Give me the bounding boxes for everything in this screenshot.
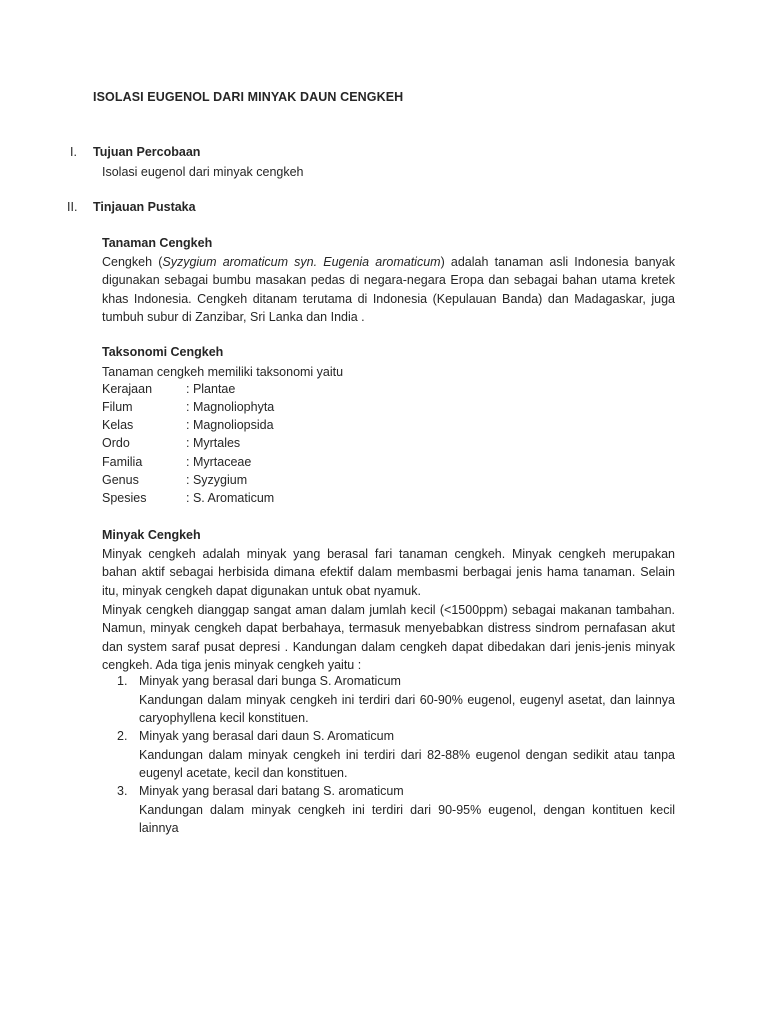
taksonomi-intro: Tanaman cengkeh memiliki taksonomi yaitu xyxy=(102,365,344,379)
tanaman-italic-2: Eugenia aromaticum xyxy=(323,255,441,269)
taxonomy-value: : Magnoliophyta xyxy=(186,400,275,414)
section-2-number: II. xyxy=(67,200,78,214)
taxonomy-key: Kelas xyxy=(102,418,134,432)
list-item-title: Minyak yang berasal dari batang S. aromaticum xyxy=(139,784,404,798)
taxonomy-key: Ordo xyxy=(102,436,130,450)
taxonomy-value: : S. Aromaticum xyxy=(186,491,275,505)
document-title: ISOLASI EUGENOL DARI MINYAK DAUN CENGKEH xyxy=(93,90,404,104)
taxonomy-value: : Myrtales xyxy=(186,436,241,450)
taxonomy-key: Filum xyxy=(102,400,133,414)
section-1-heading: Tujuan Percobaan xyxy=(93,145,201,159)
taxonomy-value: : Myrtaceae xyxy=(186,455,252,469)
tanaman-italic-1: Syzygium aromaticum xyxy=(162,255,288,269)
taxonomy-value: : Syzygium xyxy=(186,473,248,487)
list-item-number: 2. xyxy=(117,729,128,743)
section-2-heading: Tinjauan Pustaka xyxy=(93,200,196,214)
list-item-title: Minyak yang berasal dari bunga S. Aromaticum xyxy=(139,674,401,688)
list-item-number: 3. xyxy=(117,784,128,798)
list-item-description: Kandungan dalam minyak cengkeh ini terdiri dari 90-95% eugenol, dengan kontituen kecil lainnya xyxy=(139,803,675,836)
tanaman-paragraph xyxy=(102,253,675,326)
taxonomy-key: Kerajaan xyxy=(102,382,153,396)
list-item-number: 1. xyxy=(117,674,128,688)
list-item-description: Kandungan dalam minyak cengkeh ini terdiri dari 60-90% eugenol, eugenyl asetat, dan lainnya caryophyllena kecil konstituen. xyxy=(139,693,675,726)
tanaman-text-pre: Cengkeh ( xyxy=(102,255,163,269)
section-1-text: Isolasi eugenol dari minyak cengkeh xyxy=(102,165,304,179)
taxonomy-key: Spesies xyxy=(102,491,147,505)
taxonomy-key: Genus xyxy=(102,473,139,487)
tanaman-heading: Tanaman Cengkeh xyxy=(102,236,213,250)
taxonomy-value: : Plantae xyxy=(186,382,236,396)
tanaman-text-post: ) adalah tanaman asli Indonesia banyak digunakan sebagai bumbu masakan pedas di negara-negara Eropa dan sebagai bahan utama kretek khas Indonesia. Cengkeh ditanam terutama di Indonesia (Kepulauan Banda) dan Madagaskar, juga tumbuh subur di Zanzibar, Sri Lanka dan India . xyxy=(102,255,675,324)
taxonomy-value: : Magnoliopsida xyxy=(186,418,274,432)
section-1-number: I. xyxy=(70,145,77,159)
list-item-title: Minyak yang berasal dari daun S. Aromaticum xyxy=(139,729,394,743)
list-item-description: Kandungan dalam minyak cengkeh ini terdiri dari 82-88% eugenol dengan sedikit atau tanpa eugenyl acetate, kecil dan konstituen. xyxy=(139,748,675,781)
minyak-heading: Minyak Cengkeh xyxy=(102,528,201,542)
taxonomy-key: Familia xyxy=(102,455,143,469)
minyak-paragraph-2: Minyak cengkeh dianggap sangat aman dalam jumlah kecil (<1500ppm) sebagai makanan tambahan. Namun, minyak cengkeh dapat berbahaya, termasuk menyebabkan distress sindrom pernafasan akut dan system saraf pusat depresi . Kandungan dalam cengkeh dapat dibedakan dari jenis-jenis minyak cengkeh. Ada tiga jenis minyak cengkeh yaitu : xyxy=(102,603,675,672)
tanaman-text-mid: syn. xyxy=(288,255,324,269)
minyak-paragraph-1: Minyak cengkeh adalah minyak yang berasal fari tanaman cengkeh. Minyak cengkeh merupakan bahan aktif sebagai herbisida dimana efektif dalam membasmi berbagai jenis hama tanaman. Selain itu, minyak cengkeh dapat digunakan untuk obat nyamuk. xyxy=(102,547,675,598)
taksonomi-heading: Taksonomi Cengkeh xyxy=(102,345,224,359)
